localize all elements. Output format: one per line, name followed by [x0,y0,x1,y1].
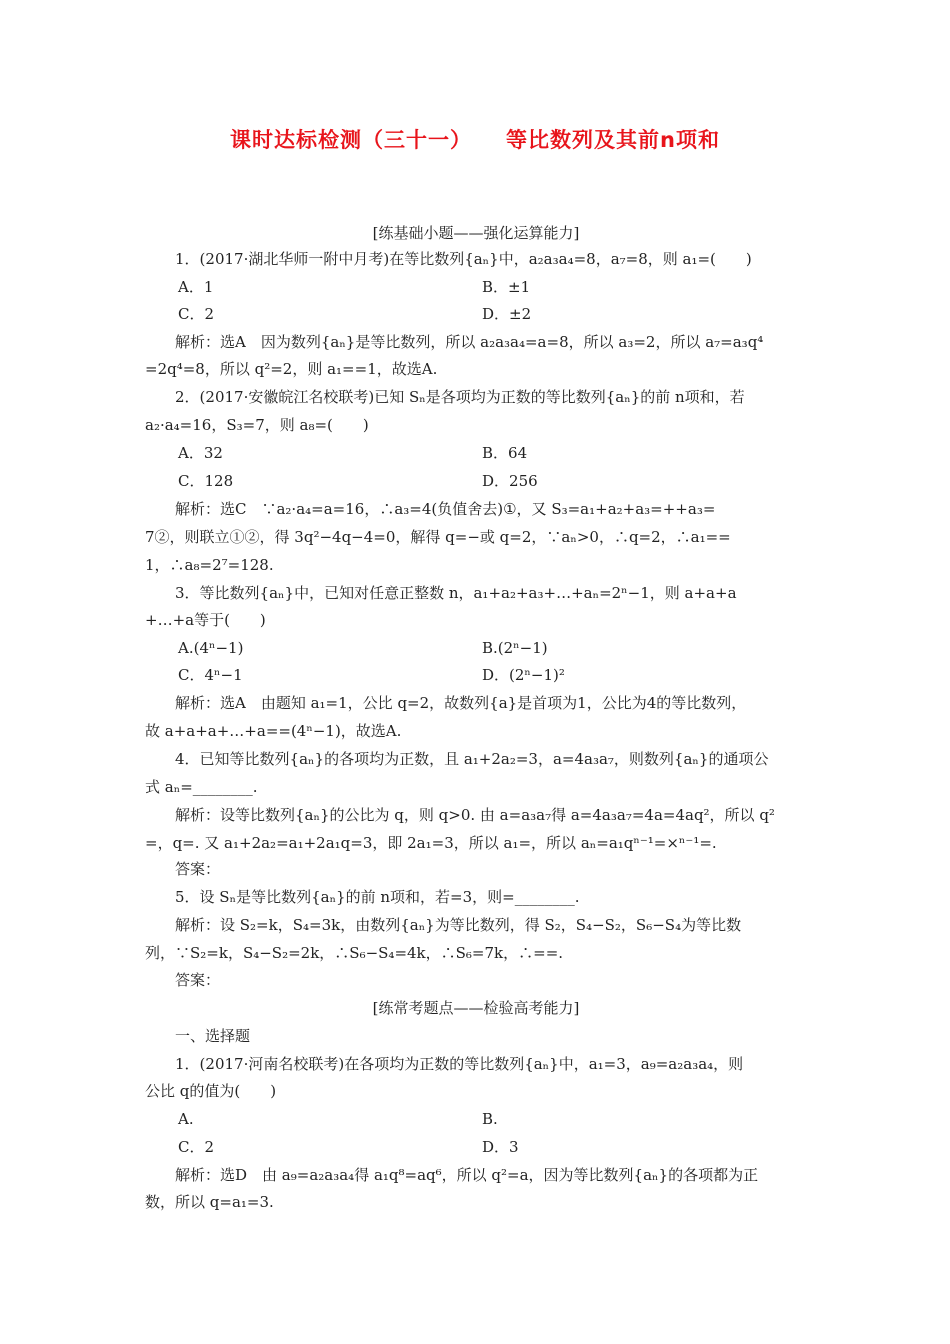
subsection-multiple-choice: 一、选择题 [175,1027,251,1045]
q3-option-b: B.(2ⁿ−1) [482,639,548,657]
q4-solution-line1: 解析：设等比数列{aₙ}的公比为 q，则 q>0. 由 a=a₃a₇得 a=4a₃a₇=4a=4aq²，所以 q² [175,806,775,824]
q1-solution-line2: =2q⁴=8，所以 q²=2，则 a₁==1，故选A. [145,360,438,378]
q2-solution-line2: 7②，则联立①②，得 3q²−4q−4=0，解得 q=−或 q=2，∵aₙ>0，∴q=2，∴a₁== [145,528,731,546]
q1-option-c: C．2 [178,305,215,323]
s2-q1-option-c: C．2 [178,1138,215,1156]
q4-stem-line2: 式 aₙ=________. [145,778,258,796]
q3-option-d: D．(2ⁿ−1)² [482,666,565,684]
q2-stem-line2: a₂·a₄=16，S₃=7，则 a₈=( ) [145,416,369,434]
page-title [0,124,950,154]
s2-q1-option-d: D．3 [482,1138,519,1156]
q5-stem: 5．设 Sₙ是等比数列{aₙ}的前 n项和，若=3，则=________. [175,888,580,906]
q1-option-a: A．1 [178,278,214,296]
section-header-basic: [练基础小题——强化运算能力] [372,224,580,242]
q5-answer: 答案： [175,971,221,989]
s2-q1-option-b: B. [482,1110,498,1128]
q2-option-c: C．128 [178,472,234,490]
title-part2: 等比数列及其前n项和 [506,128,720,152]
q1-option-d: D．±2 [482,305,532,323]
q2-solution-line3: 1，∴a₈=2⁷=128. [145,556,274,574]
q3-solution-line1: 解析：选A 由题知 a₁=1，公比 q=2，故数列{a}是首项为1，公比为4的等比数列， [175,694,747,712]
q2-option-b: B．64 [482,444,528,462]
q4-stem-line1: 4．已知等比数列{aₙ}的各项均为正数，且 a₁+2a₂=3，a=4a₃a₇，则数列{aₙ}的通项公 [175,750,769,768]
q4-solution-line2: =，q=. 又 a₁+2a₂=a₁+2a₁q=3，即 2a₁=3，所以 a₁=，所以 aₙ=a₁qⁿ⁻¹=×ⁿ⁻¹=. [145,834,717,852]
s2-q1-stem-line2: 公比 q的值为( ) [145,1082,277,1100]
q2-option-a: A．32 [178,444,223,462]
s2-q1-solution-line1: 解析：选D 由 a₉=a₂a₃a₄得 a₁q⁸=aq⁶，所以 q²=a，因为等比数列{aₙ}的各项都为正 [175,1166,759,1184]
q2-solution-line1: 解析：选C ∵a₂·a₄=a=16，∴a₃=4(负值舍去)①，又 S₃=a₁+a₂+a₃=++a₃= [175,500,716,518]
q1-option-b: B．±1 [482,278,531,296]
q3-option-c: C．4ⁿ−1 [178,666,243,684]
s2-q1-stem-line1: 1．(2017·河南名校联考)在各项均为正数的等比数列{aₙ}中，a₁=3，a₉=a₂a₃a₄，则 [175,1055,744,1073]
q5-solution-line1: 解析：设 S₂=k，S₄=3k，由数列{aₙ}为等比数列，得 S₂，S₄−S₂，S₆−S₄为等比数 [175,916,742,934]
q5-solution-line2: 列，∵S₂=k，S₄−S₂=2k，∴S₆−S₄=4k，∴S₆=7k，∴==. [145,944,564,962]
s2-q1-solution-line2: 数，所以 q=a₁=3. [145,1193,274,1211]
section-header-exam: [练常考题点——检验高考能力] [372,999,580,1017]
q1-solution-line1: 解析：选A 因为数列{aₙ}是等比数列，所以 a₂a₃a₄=a=8，所以 a₃=2，所以 a₇=a₃q⁴ [175,333,764,351]
q3-option-a: A.(4ⁿ−1) [178,639,244,657]
q3-solution-line2: 故 a+a+a+…+a==(4ⁿ−1)，故选A. [145,722,402,740]
s2-q1-option-a: A. [178,1110,194,1128]
title-part1: 课时达标检测（三十一） [230,128,473,152]
q3-stem-line2: +…+a等于( ) [145,611,266,629]
q1-stem: 1．(2017·湖北华师一附中月考)在等比数列{aₙ}中，a₂a₃a₄=8，a₇=8，则 a₁=( ) [175,250,752,268]
q2-option-d: D．256 [482,472,538,490]
q2-stem-line1: 2．(2017·安徽皖江名校联考)已知 Sₙ是各项均为正数的等比数列{aₙ}的前 n项和，若 [175,388,745,406]
q3-stem-line1: 3．等比数列{aₙ}中，已知对任意正整数 n，a₁+a₂+a₃+…+aₙ=2ⁿ−1，则 a+a+a [175,584,737,602]
q4-answer: 答案： [175,860,221,878]
